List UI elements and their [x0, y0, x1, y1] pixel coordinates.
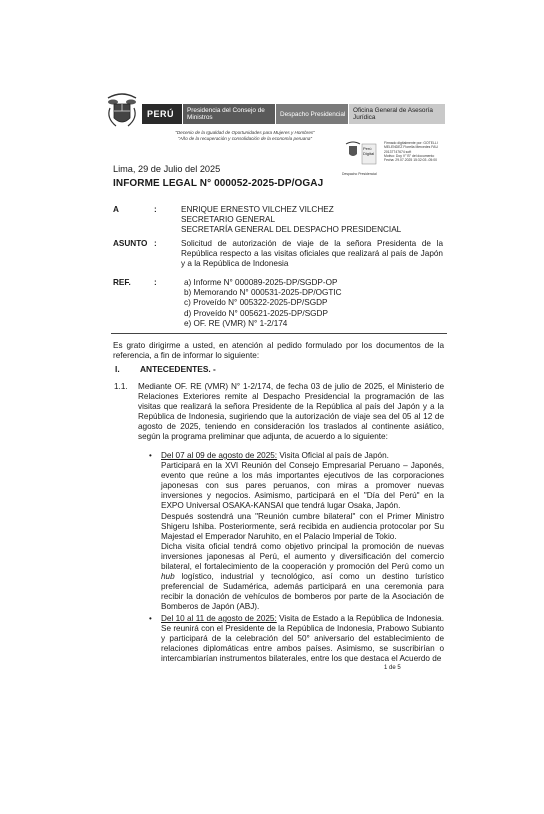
reference-item: e) OF. RE (VMR) N° 1-2/174 [184, 318, 288, 328]
bullet-1-para-3a: Dicha visita oficial tendrá como objetivo principal la promoción de nuevas inversiones japonesas al Perú, el aumento y diversificación del comercio bilateral, el fortalecimiento de la cooperación y promoción del Perú como un [161, 541, 444, 572]
bullet-2-body: Visita de Estado a la República de Indonesia. Se reunirá con el Presidente de la República de Indonesia, Prabowo Subianto y participará de la celebración del 50° aniversario del establecimiento de relaciones diplomáticas entre ambos países. Asimismo, se suscribirían o intercambiarían instrumentos bilaterales, entre los que destaca el Acuerdo de [161, 614, 444, 664]
bullet-1-para-1: Participará en la XVI Reunión del Consejo Empresarial Peruano – Japonés, evento que reúne a los más importantes ejecutivos de las corporaciones japonesas con sus pares peruanos, con miras a promover nuevas inversiones y negocios. Asimismo, participará en el "Día del Perú" en la EXPO Universal OSAKA-KANSAI que tendrá lugar Osaka, Japón. [161, 461, 444, 511]
sig-line-4: Motivo: Doy V° B° del documento [384, 153, 435, 158]
header-entity-pcm: Presidencia del Consejo de Ministros [183, 104, 275, 124]
subject-text: Solicitud de autorización de viaje de la señora Presidenta de la República respecto a las visitas oficiales que realizará al país de Japón y a la República de Indonesia [181, 239, 443, 269]
paragraph-number-1-1: 1.1. [114, 382, 128, 391]
header-entity-ogaj: Oficina General de Asesoría Jurídica [349, 104, 445, 124]
bullet-1: • [149, 451, 152, 460]
paragraph-1-1: Mediante OF. RE (VMR) N° 1-2/174, de fecha 03 de julio de 2025, el Ministerio de Relaciones Exteriores remite al Despacho Presidencial la programación de las visitas que realizará la señora Presidente de la República al país del Japón y a la República de Indonesia, sugiriendo que la autorización de viaje sea del 05 al 12 de agosto de 2025, teniendo en consideración los traslados al continente asiático, según la programa preliminar que adjunta, de acuerdo a lo siguiente: [138, 382, 444, 441]
bullet-1-hub: hub [161, 572, 175, 582]
addressee-block [181, 205, 443, 236]
divider-line [111, 333, 447, 334]
reference-item: a) Informe N° 000089-2025-DP/SGDP-OP [184, 278, 338, 287]
coat-of-arms-icon [104, 92, 140, 132]
sig-logo-caption: Despacho Presidencial [342, 172, 377, 176]
decenio-line-1: "Decenio de la Igualdad de Oportunidades para Mujeres y Hombres" [175, 130, 315, 135]
peru-digital-logo-icon [344, 140, 378, 170]
addressee-colon: : [154, 205, 157, 214]
bullet-1-text [161, 451, 444, 613]
decenio-line-2: "Año de la recuperación y consolidación de la economía peruana" [177, 136, 312, 141]
reference-item: d) Proveído N° 005621-2025-DP/SGDP [184, 308, 328, 318]
addressee-role-1: SECRETARIO GENERAL [181, 215, 276, 225]
bullet-1-para-2: Después sostendrá una "Reunión cumbre bilateral" con el Primer Ministro Shigeru Ishiba. Posteriormente, será recibida en audiencia protocolar por Su Majestad el Emperador Naruhito, en el Palacio Imperial de Tokio. [161, 511, 444, 541]
sig-logo-sub: Digital [363, 151, 375, 156]
document-title: INFORME LEGAL N° 000052-2025-DP/OGAJ [113, 178, 324, 189]
sig-line-1: Firmado digitalmente por: GOTELLI [384, 141, 438, 145]
reference-item: b) Memorando N° 000531-2025-DP/OGTIC [184, 288, 342, 298]
bullet-2-date: Del 10 al 11 de agosto de 2025: [161, 614, 277, 623]
section-title: ANTECEDENTES. - [140, 364, 216, 374]
document-date: Lima, 29 de Julio del 2025 [113, 164, 221, 174]
sig-logo-top: Perú [363, 146, 372, 151]
sig-line-3: 20137747674 soft [384, 149, 412, 154]
section-number: I. [115, 364, 120, 374]
sig-line-5: Fecha: 29.07.2025 15:32:03 -05:00 [384, 158, 437, 163]
bullet-1-date: Del 07 al 09 de agosto de 2025: [161, 451, 278, 460]
intro-paragraph: Es grato dirigirme a usted, en atención al pedido formulado por los documentos de la referencia, a fin de informar lo siguiente: [113, 341, 444, 360]
subject-label: ASUNTO [113, 239, 148, 248]
reference-list [184, 278, 446, 329]
sig-line-2: MELENDEZ Fiorella Mercedes FAU [384, 145, 438, 150]
reference-label: REF. [113, 278, 131, 287]
bullet-1-heading: Visita Oficial al país de Japón. [277, 451, 389, 460]
header-entity-dp: Despacho Presidencial [276, 104, 348, 124]
page-number: 1 de 5 [384, 665, 401, 671]
subject-colon: : [154, 239, 157, 248]
reference-colon: : [154, 278, 157, 287]
addressee-role-2: SECRETARÍA GENERAL DEL DESPACHO PRESIDENCIAL [181, 225, 402, 235]
bullet-2-text [161, 614, 444, 664]
reference-item: c) Proveído N° 005322-2025-DP/SGDP [184, 298, 328, 308]
bullet-1-para-3b: logístico, industrial y tecnológico, así como un destino turístico preferencial de Sudamérica, además participará en una ceremonia para recibir la donación de vehículos de bomberos por parte de la Asociación de Bomberos de Japón (ABJ). [161, 572, 444, 612]
decenio-lines [150, 130, 340, 142]
digital-signature-text [384, 141, 456, 162]
header-country: PERÚ [142, 104, 182, 124]
addressee-name: ENRIQUE ERNESTO VILCHEZ VILCHEZ [181, 205, 334, 214]
addressee-label: A [113, 205, 119, 214]
bullet-2: • [149, 614, 152, 623]
